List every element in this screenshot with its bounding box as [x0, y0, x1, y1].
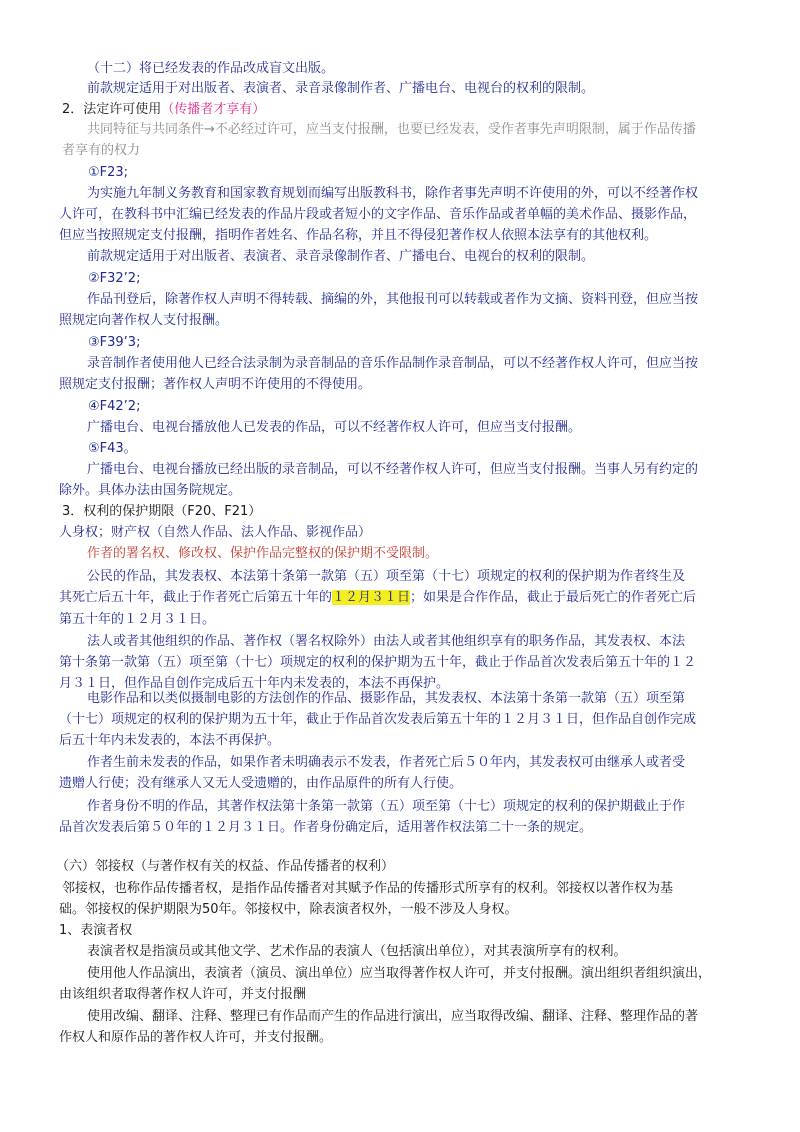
section-note: （传播者才享有） — [161, 102, 266, 117]
paragraph-line: 月３１日，但作品自创作完成后五十年内未发表的，本法不再保护。 — [59, 676, 450, 691]
item-12-line: （十二）将已经发表的作品改成盲文出版。 — [87, 61, 335, 76]
paragraph-line: 础。邻接权的保护期限为50年。邻接权中，除表演者权外，一般不涉及人身权。 — [59, 902, 518, 917]
paragraph-line: 共同特征与共同条件→不必经过许可，应当支付报酬，也要已经发表，受作者事先声明限制，属于作品传播 — [87, 122, 696, 137]
paragraph-line: 为实施九年制义务教育和国家教育规划而编写出版教科书，除作者事先声明不许使用的外，可以不经著作权 — [87, 186, 699, 201]
paragraph-line: 人身权；财产权（自然人作品、法人作品、影视作品） — [59, 525, 372, 540]
section-heading: （六）邻接权（与著作权有关的权益、作品传播者的权利） — [56, 859, 395, 874]
paragraph-line: 遗赠人行使；没有继承人又无人受遗赠的，由作品原件的所有人行使。 — [59, 776, 463, 791]
paragraph-line: 表演者权是指演员或其他文学、艺术作品的表演人（包括演出单位），对其表演所享有的权利。 — [87, 944, 627, 959]
clause-label: ①F23; — [88, 165, 129, 180]
paragraph-line: 广播电台、电视台播放已经出版的录音制品，可以不经著作权人许可，但应当支付报酬。当事人另有约定的 — [87, 462, 699, 477]
paragraph-line: 除外。具体办法由国务院规定。 — [59, 483, 242, 498]
paragraph-line: 者享有的权力 — [62, 143, 141, 158]
paragraph-line — [59, 587, 696, 608]
paragraph-line: 第十条第一款第（五）项至第（十七）项规定的权利的保护期为五十年，截止于作品首次发表后第五十年的１２ — [59, 655, 697, 670]
paragraph-line: 法人或者其他组织的作品、著作权（署名权除外）由法人或者其他组织享有的职务作品，其发表权、本法 — [87, 634, 686, 649]
paragraph-line: 录音制作者使用他人已经合法录制为录音制品的音乐作品制作录音制品，可以不经著作权人许可，但应当按 — [87, 356, 699, 371]
emphasis-line: 作者的署名权、修改权、保护作品完整权的保护期不受限制。 — [87, 546, 439, 561]
clause-label: ②F32’2; — [88, 271, 141, 286]
paragraph-line: 第五十年的１２月３１日。 — [59, 612, 216, 627]
clause-label: ④F42’2; — [88, 399, 141, 414]
paragraph-line: 作权人和原作品的著作权人许可，并支付报酬。 — [59, 1030, 333, 1045]
clause-label: ⑤F43。 — [88, 441, 137, 456]
highlighted-date: １２月３１日 — [332, 590, 411, 605]
paragraph-line: 照规定向著作权人支付报酬。 — [59, 313, 229, 328]
paragraph-line: 广播电台、电视台播放他人已发表的作品，可以不经著作权人许可，但应当支付报酬。 — [87, 420, 582, 435]
paragraph-line: 使用他人作品演出，表演者（演员、演出单位）应当取得著作权人许可，并支付报酬。演出组织者组织演出， — [87, 966, 712, 981]
paragraph-line: 前款规定适用于对出版者、表演者、录音录像制作者、广播电台、电视台的权利的限制。 — [87, 249, 595, 264]
paragraph-line: 但应当按照规定支付报酬，指明作者姓名、作品名称，并且不得侵犯著作权人依照本法享有的其他权利。 — [59, 228, 658, 243]
paragraph-line: 前款规定适用于对出版者、表演者、录音录像制作者、广播电台、电视台的权利的限制。 — [87, 81, 595, 96]
section-heading: 3．权利的保护期限（F20、F21） — [62, 504, 262, 519]
paragraph-line: 电影作品和以类似摄制电影的方法创作的作品、摄影作品，其发表权、本法第十条第一款第（五）项至第 — [87, 691, 686, 706]
paragraph-line: 照规定支付报酬；著作权人声明不许使用的不得使用。 — [59, 377, 372, 392]
section-title: 2．法定许可使用 — [62, 102, 162, 117]
paragraph-line: （十七）项规定的权利的保护期为五十年，截止于作品首次发表后第五十年的１２月３１日，但作品自创作完成 — [59, 712, 697, 727]
paragraph-line: 品首次发表后第５０年的１２月３１日。作者身份确定后，适用著作权法第二十一条的规定。 — [59, 820, 593, 835]
paragraph-line: 后五十年内未发表的，本法不再保护。 — [59, 733, 281, 748]
subsection-heading: 1、表演者权 — [59, 923, 133, 938]
paragraph-line: 使用改编、翻译、注释、整理已有作品而产生的作品进行演出，应当取得改编、翻译、注释、整理作品的著 — [87, 1009, 699, 1024]
paragraph-line: 由该组织者取得著作权人许可，并支付报酬 — [59, 987, 307, 1002]
section-heading — [62, 99, 265, 120]
paragraph-line: 人许可，在教科书中汇编已经发表的作品片段或者短小的文字作品、音乐作品或者单幅的美术作品、摄影作品， — [59, 207, 697, 222]
text-segment: ；如果是合作作品，截止于最后死亡的作者死亡后 — [410, 590, 697, 605]
paragraph-line: 作者身份不明的作品，其著作权法第十条第一款第（五）项至第（十七）项规定的权利的保护期截止于作 — [87, 799, 686, 814]
text-segment: 其死亡后五十年，截止于作者死亡后第五十年的 — [59, 590, 333, 605]
paragraph-line: 邻接权，也称作品传播者权，是指作品传播者对其赋予作品的传播形式所享有的权利。邻接权以著作权为基 — [62, 881, 674, 896]
paragraph-line: 作品刊登后，除著作权人声明不得转载、摘编的外，其他报刊可以转载或者作为文摘、资料刊登，但应当按 — [87, 292, 699, 307]
clause-label: ③F39’3; — [88, 335, 141, 350]
paragraph-line: 作者生前未发表的作品，如果作者未明确表示不发表，作者死亡后５０年内，其发表权可由继承人或者受 — [87, 755, 686, 770]
paragraph-line: 公民的作品，其发表权、本法第十条第一款第（五）项至第（十七）项规定的权利的保护期为作者终生及 — [87, 569, 686, 584]
